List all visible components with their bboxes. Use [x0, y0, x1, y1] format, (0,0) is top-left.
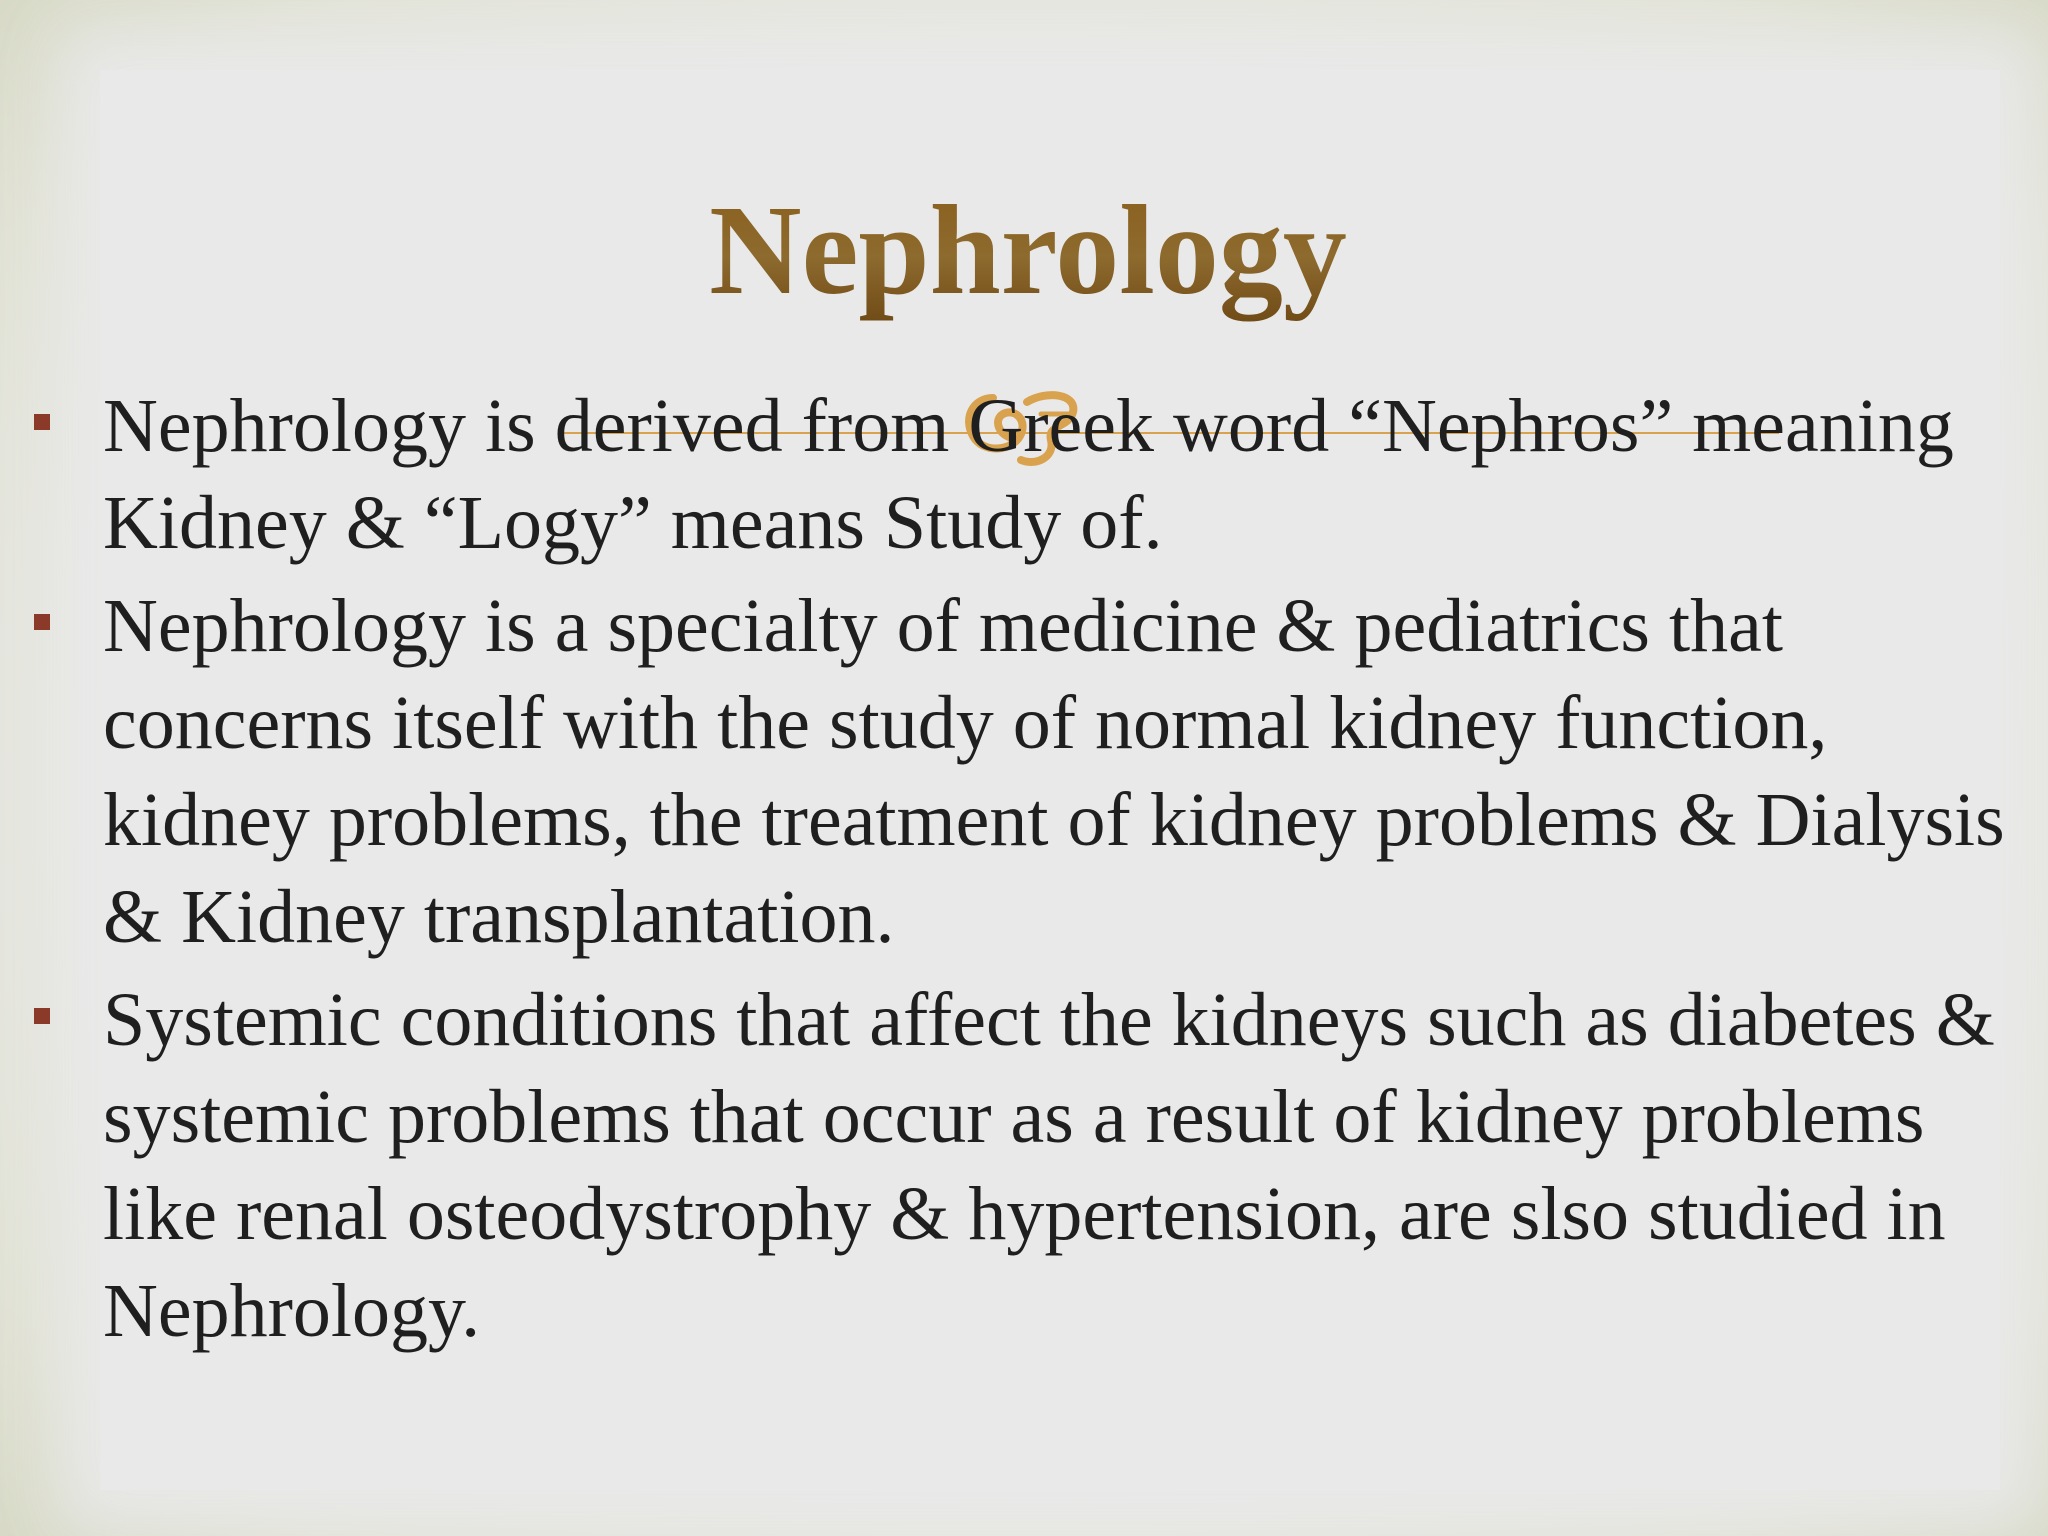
bullet-item — [22, 578, 2032, 966]
bullet-list — [22, 378, 2032, 1366]
square-bullet-icon — [34, 414, 50, 430]
square-bullet-icon — [34, 1008, 50, 1024]
bullet-text: Nephrology is a specialty of medicine & pediatrics that concerns itself with the study of normal kidney function, kidney problems, the treatment of kidney problems & Dialysis & Kidney transplantation. — [103, 584, 2005, 959]
bullet-item — [22, 378, 2032, 572]
square-bullet-icon — [34, 614, 50, 630]
bullet-item — [22, 972, 2032, 1360]
bullet-text: Nephrology is derived from Greek word “Nephros” meaning Kidney & “Logy” means Study of. — [103, 384, 1954, 565]
bullet-text: Systemic conditions that affect the kidneys such as diabetes & systemic problems that occur as a result of kidney problems like renal osteodystrophy & hypertension, are slso studied in Nephrology. — [103, 978, 1995, 1353]
slide-title: Nephrology — [0, 175, 2048, 325]
